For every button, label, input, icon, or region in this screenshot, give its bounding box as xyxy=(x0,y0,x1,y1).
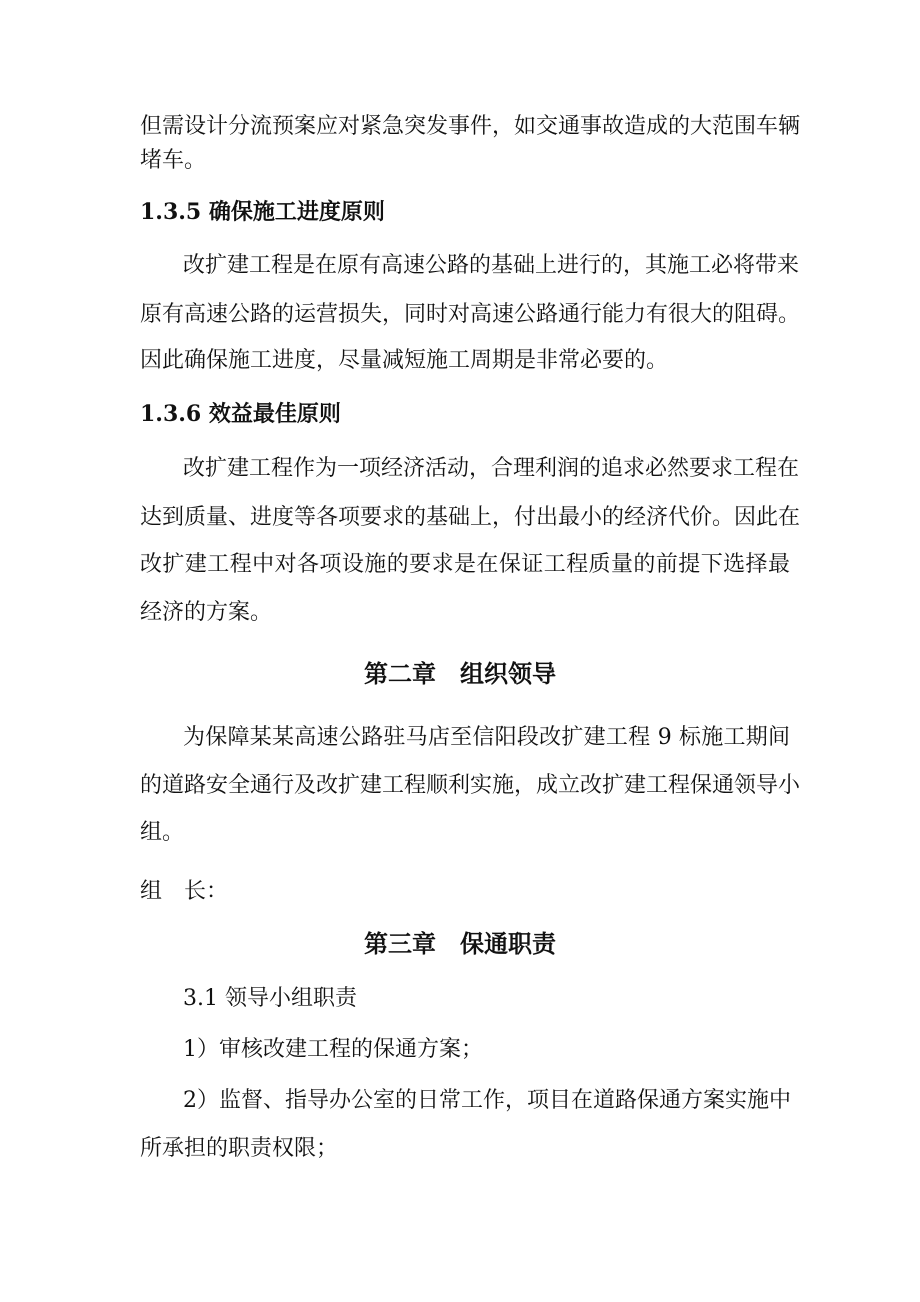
list-item-continuation: 所承担的职责权限； xyxy=(140,1136,339,1161)
paragraph-line: 改扩建工程是在原有高速公路的基础上进行的，其施工必将带来 xyxy=(183,253,800,278)
paragraph-line: 的道路安全通行及改扩建工程顺利实施，成立改扩建工程保通领导小 xyxy=(140,773,801,798)
section-heading-1-3-6: 1.3.6 效益最佳原则 xyxy=(140,401,341,427)
chapter-title-3: 第三章 保通职责 xyxy=(364,929,556,958)
chapter-title-2: 第二章 组织领导 xyxy=(364,659,556,688)
paragraph-line: 经济的方案。 xyxy=(140,600,273,625)
paragraph-line: 改扩建工程中对各项设施的要求是在保证工程质量的前提下选择最 xyxy=(140,552,790,577)
paragraph-line: 达到质量、进度等各项要求的基础上，付出最小的经济代价。因此在 xyxy=(140,505,801,530)
section-heading-3-1: 3.1 领导小组职责 xyxy=(183,986,357,1011)
group-leader-label: 组 长： xyxy=(140,879,229,904)
paragraph-line: 但需设计分流预案应对紧急突发事件，如交通事故造成的大范围车辆 xyxy=(140,114,801,139)
paragraph-line: 原有高速公路的运营损失，同时对高速公路通行能力有很大的阻碍。 xyxy=(140,302,801,327)
list-item: 2）监督、指导办公室的日常工作，项目在道路保通方案实施中 xyxy=(183,1088,791,1113)
paragraph-line: 组。 xyxy=(140,820,185,845)
paragraph-line: 堵车。 xyxy=(140,148,207,173)
list-item: 1）审核改建工程的保通方案； xyxy=(183,1037,483,1062)
section-heading-1-3-5: 1.3.5 确保施工进度原则 xyxy=(140,199,385,225)
paragraph-line: 改扩建工程作为一项经济活动，合理利润的追求必然要求工程在 xyxy=(183,456,800,481)
paragraph-line: 为保障某某高速公路驻马店至信阳段改扩建工程 9 标施工期间 xyxy=(183,725,790,750)
paragraph-line: 因此确保施工进度，尽量减短施工周期是非常必要的。 xyxy=(140,348,669,373)
